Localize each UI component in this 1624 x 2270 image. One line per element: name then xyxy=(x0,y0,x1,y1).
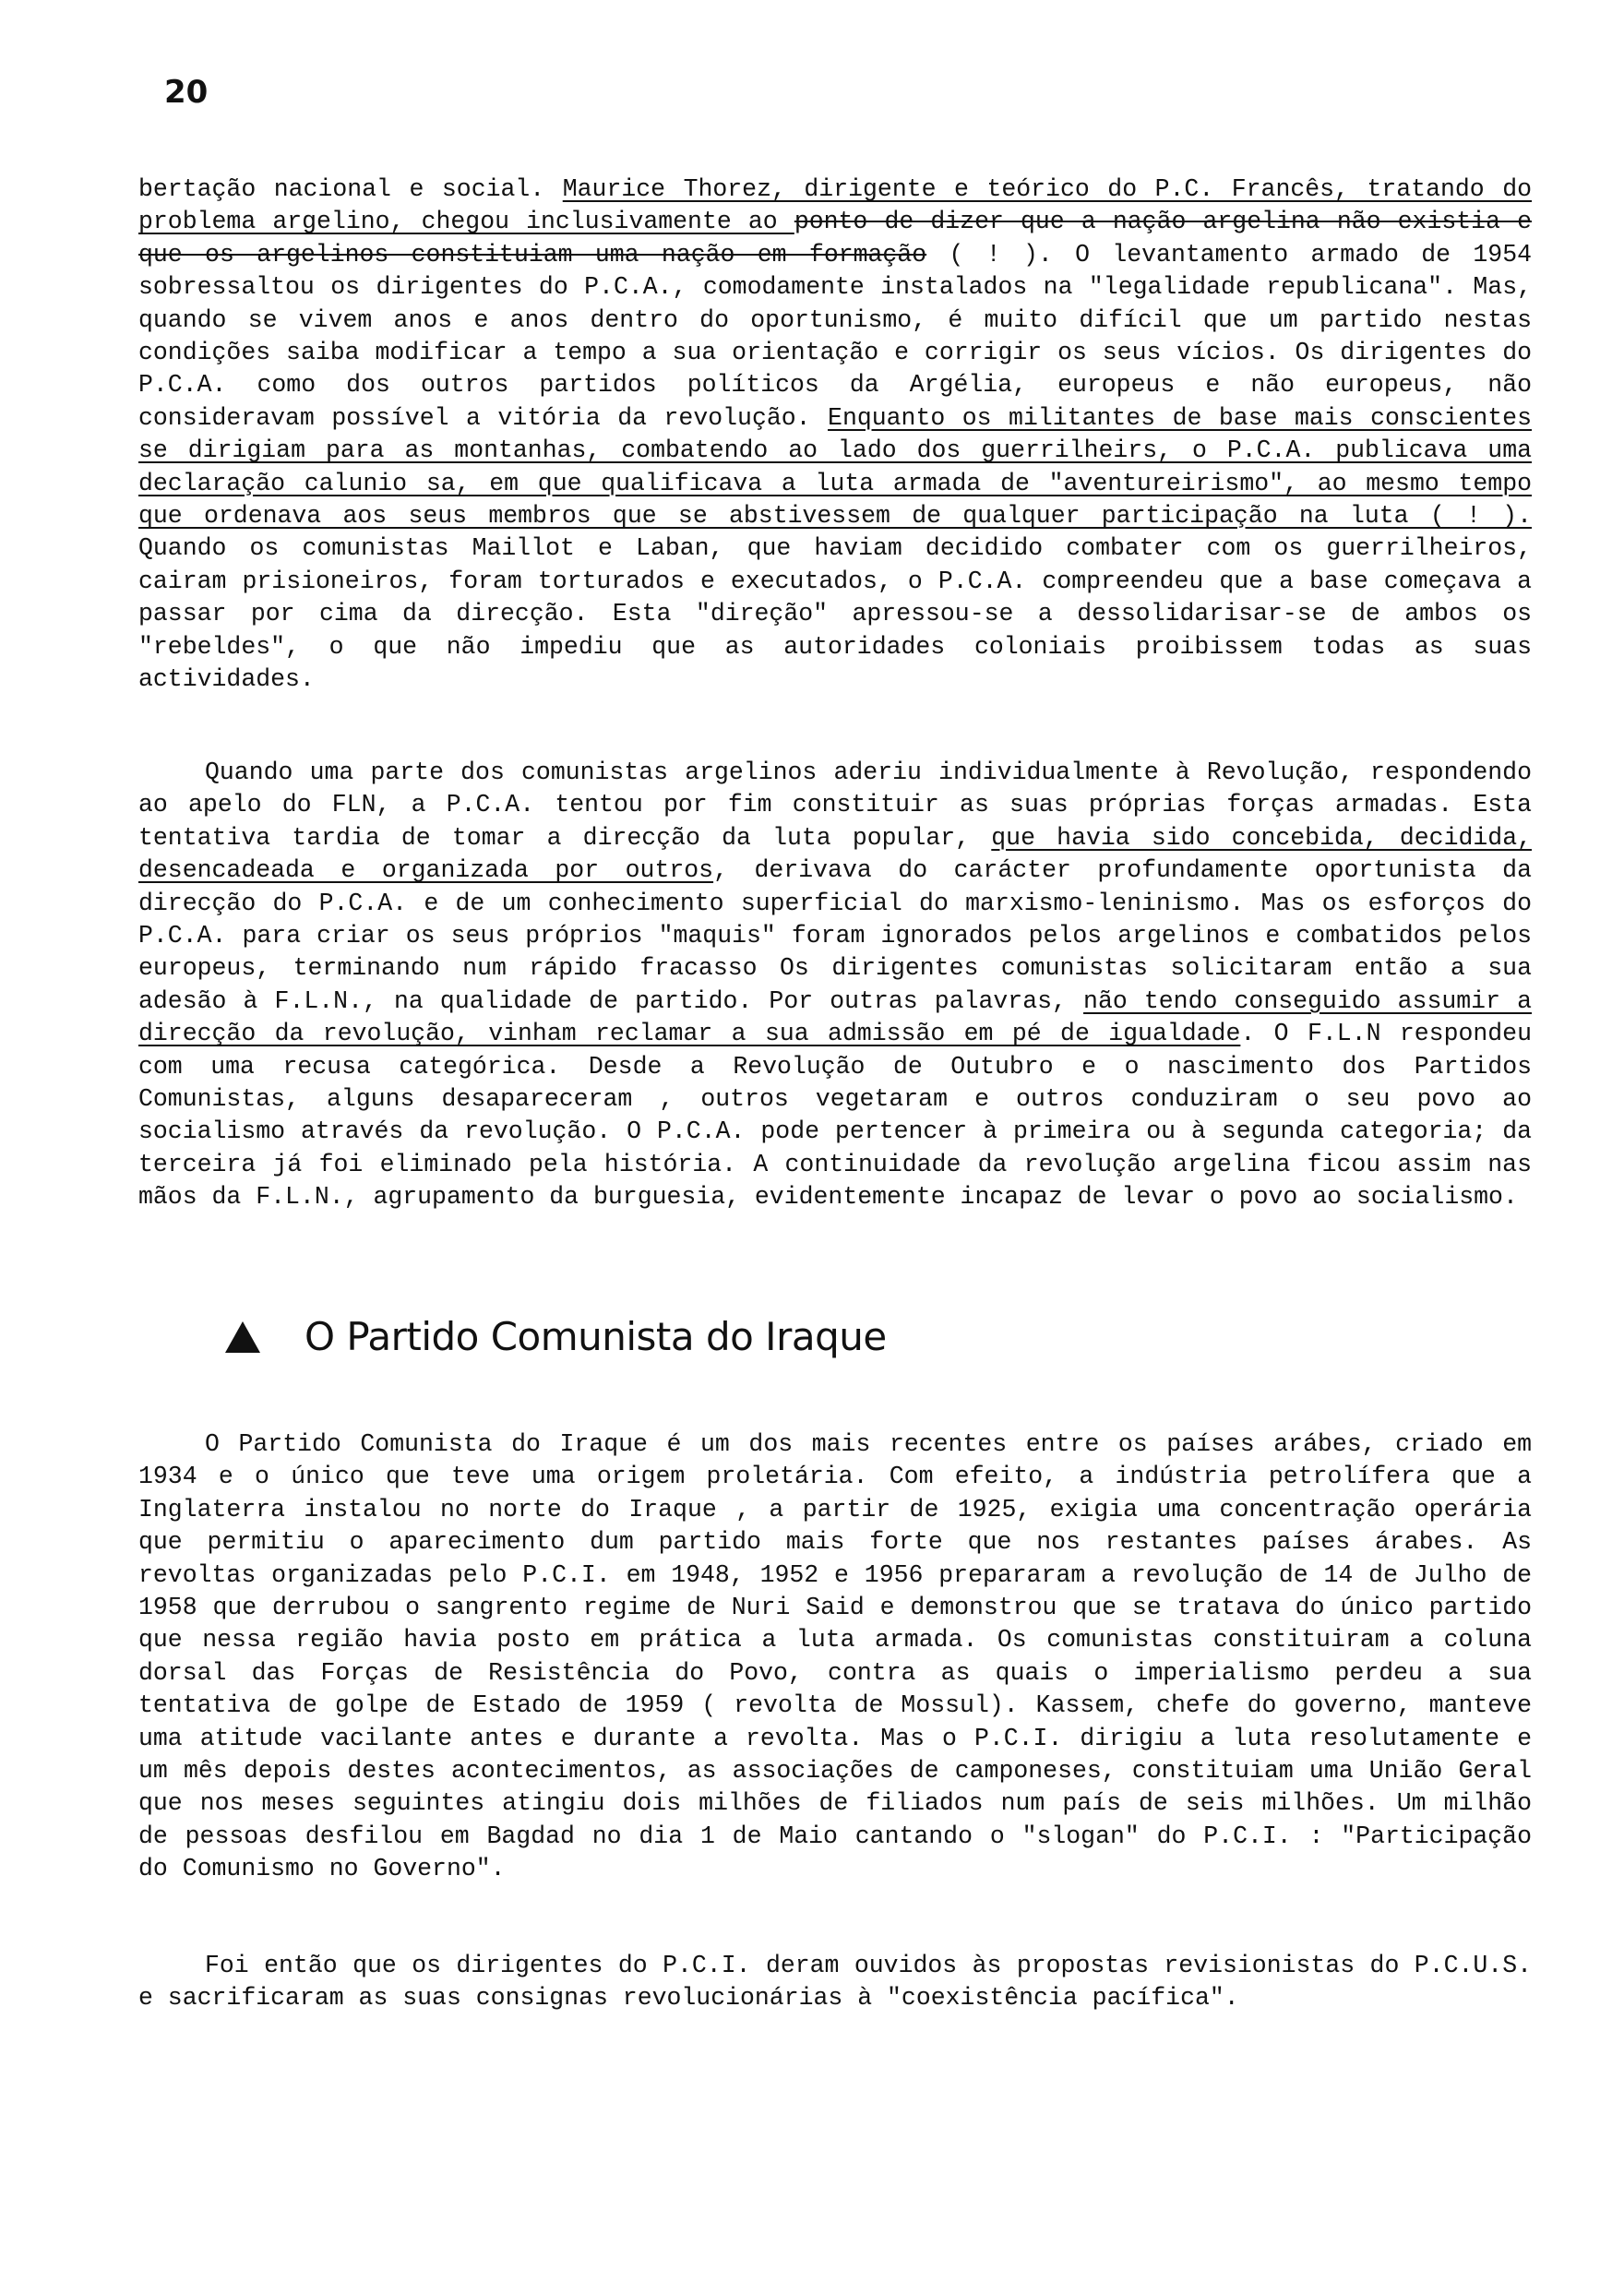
section-heading xyxy=(225,1299,887,1373)
page-number: 20 xyxy=(164,74,209,111)
paragraph-revisionist-proposals: Foi então que os dirigentes do P.C.I. deram ouvidos às propostas revisionistas do P.C.U.S. e sacrificaram as suas consignas revolucionárias à "coexistência pacífica". xyxy=(138,1952,1532,2013)
text-segment: Quando uma parte dos comunistas argelinos aderiu individualmente à Revolução, respondendo ao apelo do FLN, a P.C.A. tentou por fim constituir as suas próprias forças armadas. Esta tentativa tardia de tomar a direcção da luta popular, xyxy=(138,759,1532,852)
text-segment: Quando os comunistas Maillot e Laban, que haviam decidido combater com os guerrilheiros, cairam prisioneiros, foram torturados e executados, o P.C.A. compreendeu que a base começava a passar por cima da direcção. Esta "direção" apressou-se a dessolidarisar-se de ambos os "rebeldes", o que não impediu que as autoridades coloniais proibissem todas as suas actividades. xyxy=(138,534,1532,694)
paragraph-pca-armed-forces xyxy=(138,757,1532,1296)
triangle-bullet-icon xyxy=(225,1321,260,1353)
paragraph-fln-pca-history xyxy=(138,173,1532,727)
text-segment: , derivava do carácter profundamente oportunista da direcção do P.C.A. e de um conhecimento superficial do marxismo-leninismo. Mas os esforços do P.C.A. para criar os seus próprios "maquis" foram ignorados pelos argelinos e combatidos pelos europeus, terminando num rápido fracasso Os dirigentes comunistas solicitaram então a sua adesão à F.L.N., na qualidade de partido. Por outras palavras, xyxy=(138,856,1532,1015)
underlined-passage-thorez: Maurice Thorez, dirigente e teórico do P.C. Francês, tratando do problema argelino, chegou inclusivamente ao xyxy=(138,175,1533,236)
underlined-passage-conceived: que havia sido concebida, decidida, desencadeada e organizada por outros xyxy=(138,823,1532,885)
text-segment: ( ! ). O levantamento armado de 1954 sobressaltou os dirigentes do P.C.A., comodamente instalados na "legalidade republicana". Mas, quando se vivem anos e anos dentro do oportunismo, é muito difícil que um partido nestas condições saiba modificar a tempo a sua orientação e corrigir os seus vícios. Os dirigentes do P.C.A. como dos outros partidos políticos da Argélia, europeus e não europeus, não consideravam possível a vitória da revolução. xyxy=(138,240,1532,432)
underlined-passage-declaration: Enquanto os militantes de base mais conscientes se dirigiam para as montanhas, combatendo ao lado dos guerrilheirs, o P.C.A. publicava uma declaração calunio sa, em que qualificava a luta armada de "aventureirismo", ao mesmo tempo que ordenava aos seus membros que se abstivessem de qualquer participação na luta ( ! ). xyxy=(138,403,1532,531)
underlined-passage-admission: não tendo conseguido assumir a direcção da revolução, vinham reclamar a sua admissão em pé de igualdade xyxy=(138,986,1532,1048)
text-segment: . O F.L.N respondeu com uma recusa categórica. Desde a Revolução de Outubro e o nascimento dos Partidos Comunistas, alguns desapareceram , outros vegetaram e outros conduziram o seu povo ao socialismo através da revolução. O P.C.A. pode pertencer à primeira ou à segunda categoria; da terceira já foi eliminado pela história. A continuidade da revolução argelina ficou assim nas mãos da F.L.N., agrupamento da burguesia, evidentemente incapaz de levar o povo ao socialismo. xyxy=(138,1020,1532,1212)
struck-underlined-passage: ponto de dizer que a nação argelina não existia e que os argelinos constituiam uma nação em formação xyxy=(138,208,1532,269)
section-title: O Partido Comunista do Iraque xyxy=(304,1313,887,1359)
text-segment: bertação nacional e social. xyxy=(138,175,563,203)
paragraph-iraq-communist-party: O Partido Comunista do Iraque é um dos mais recentes entre os países arábes, criado em 1934 e o único que teve uma origem proletária. Com efeito, a indústria petrolífera que a Inglaterra instalou no norte do Iraque , a partir de 1925, exigia uma concentração operária que permitiu o aparecimento dum partido mais forte que nos restantes países árabes. As revoltas organizadas pelo P.C.I. em 1948, 1952 e 1956 prepararam a revolução de 14 de Julho de 1958 que derrubou o sangrento regime de Nuri Said e demonstrou que se tratava do único partido que nessa região havia posto em prática a luta armada. Os comunistas constituiram a coluna dorsal das Forças de Resistência do Povo, contra as quais o imperialismo perdeu a sua tentativa de golpe de Estado de 1959 ( revolta de Mossul). Kassem, chefe do governo, manteve uma atitude vacilante antes e durante a revolta. Mas o P.C.I. dirigiu a luta resolutamente e um mês depois destes acontecimentos, as associações de camponeses, constituiam uma União Geral que nos meses seguintes atingiu dois milhões de filiados num país de seis milhões. Um milhão de pessoas desfilou em Bagdad no dia 1 de Maio cantando o "slogan" do P.C.I. : "Participação do Comunismo no Governo". xyxy=(138,1430,1532,1883)
